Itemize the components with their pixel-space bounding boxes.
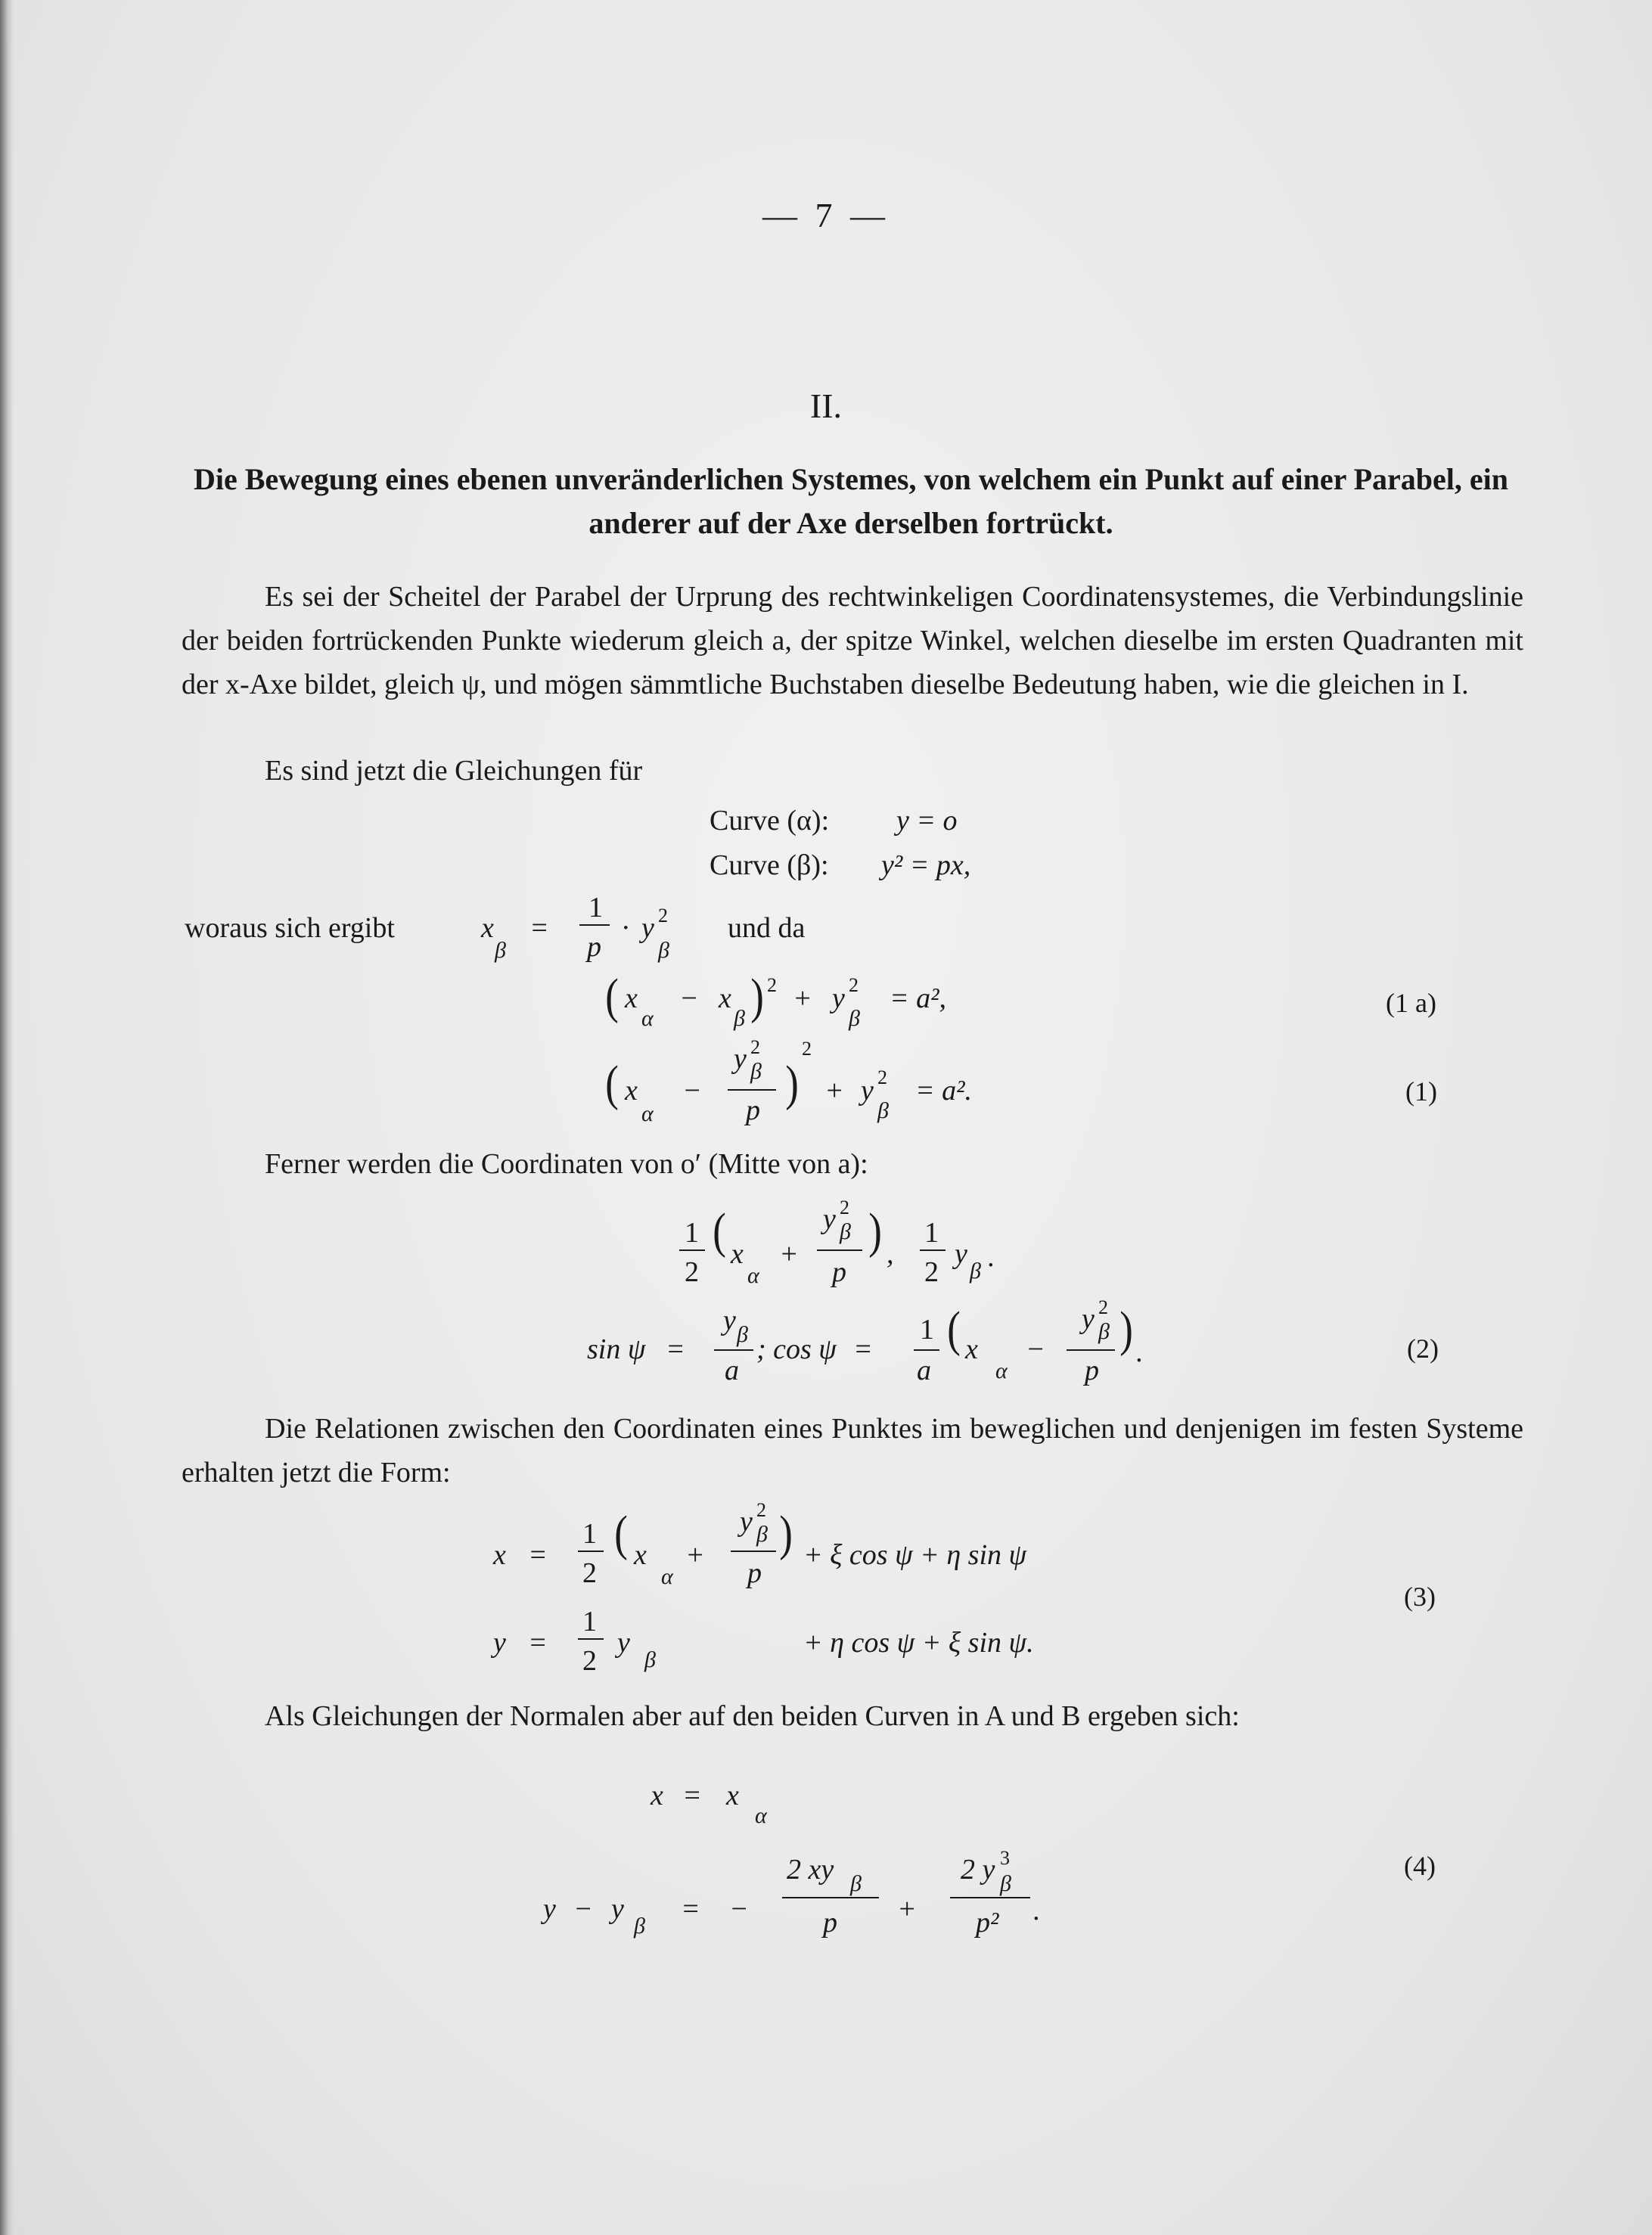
paragraph-6 [182, 1694, 1523, 1738]
curve-beta-label: Curve (β): [710, 849, 829, 881]
equation-label-4: (4) [1404, 1851, 1436, 1881]
curve-alpha-label: Curve (α): [710, 805, 830, 837]
paragraph-4 [182, 1142, 1523, 1186]
equation-label-1: (1) [1405, 1076, 1437, 1107]
paragraph-1 [182, 575, 1523, 706]
paragraph-2 [182, 749, 1523, 793]
section-numeral: II. [809, 386, 843, 425]
paragraph-6-text: Als Gleichungen der Normalen aber auf den beiden Curven in A und B ergeben sich: [265, 1700, 1240, 1732]
equation-label-2: (2) [1407, 1333, 1439, 1364]
equation-label-1a: (1 a) [1386, 988, 1436, 1018]
paragraph-2-text: Es sind jetzt die Gleichungen für [265, 755, 643, 787]
paragraph-5-text: Die Relationen zwischen den Coordinaten eines Punktes im beweglichen und denjenigen im festen Systeme erhalten jetzt die Form: [182, 1413, 1523, 1488]
equation-label-3: (3) [1404, 1582, 1436, 1612]
paragraph-1-text: Es sei der Scheitel der Parabel der Urprung des rechtwinkeligen Coordinatensystemes, die Verbindungslinie der beiden fortrückenden Punkte wiederum gleich a, der spitze Winkel, welchen dieselbe im ersten Quadranten mit der x-Axe bildet, gleich ψ, und mögen sämmtliche Buchstaben dieselbe Bedeutung haben, wie die gleichen in I. [182, 581, 1523, 700]
paragraph-5 [182, 1407, 1523, 1495]
paragraph-4-text: Ferner werden die Coordinaten von o′ (Mitte von a): [265, 1148, 868, 1180]
curve-alpha-equation: y = o [896, 805, 958, 837]
page-number: — 7 — [762, 196, 890, 234]
paragraph-3-text: woraus sich ergibt [185, 912, 395, 944]
paragraph-3-and: und da [728, 912, 806, 944]
section-title: Die Bewegung eines ebenen unveränderlichen Systemes, von welchem ein Punkt auf einer Parabel, ein anderer auf der Axe derselben fortrückt. [193, 462, 1509, 540]
curve-beta-equation: y² = px, [881, 849, 971, 881]
